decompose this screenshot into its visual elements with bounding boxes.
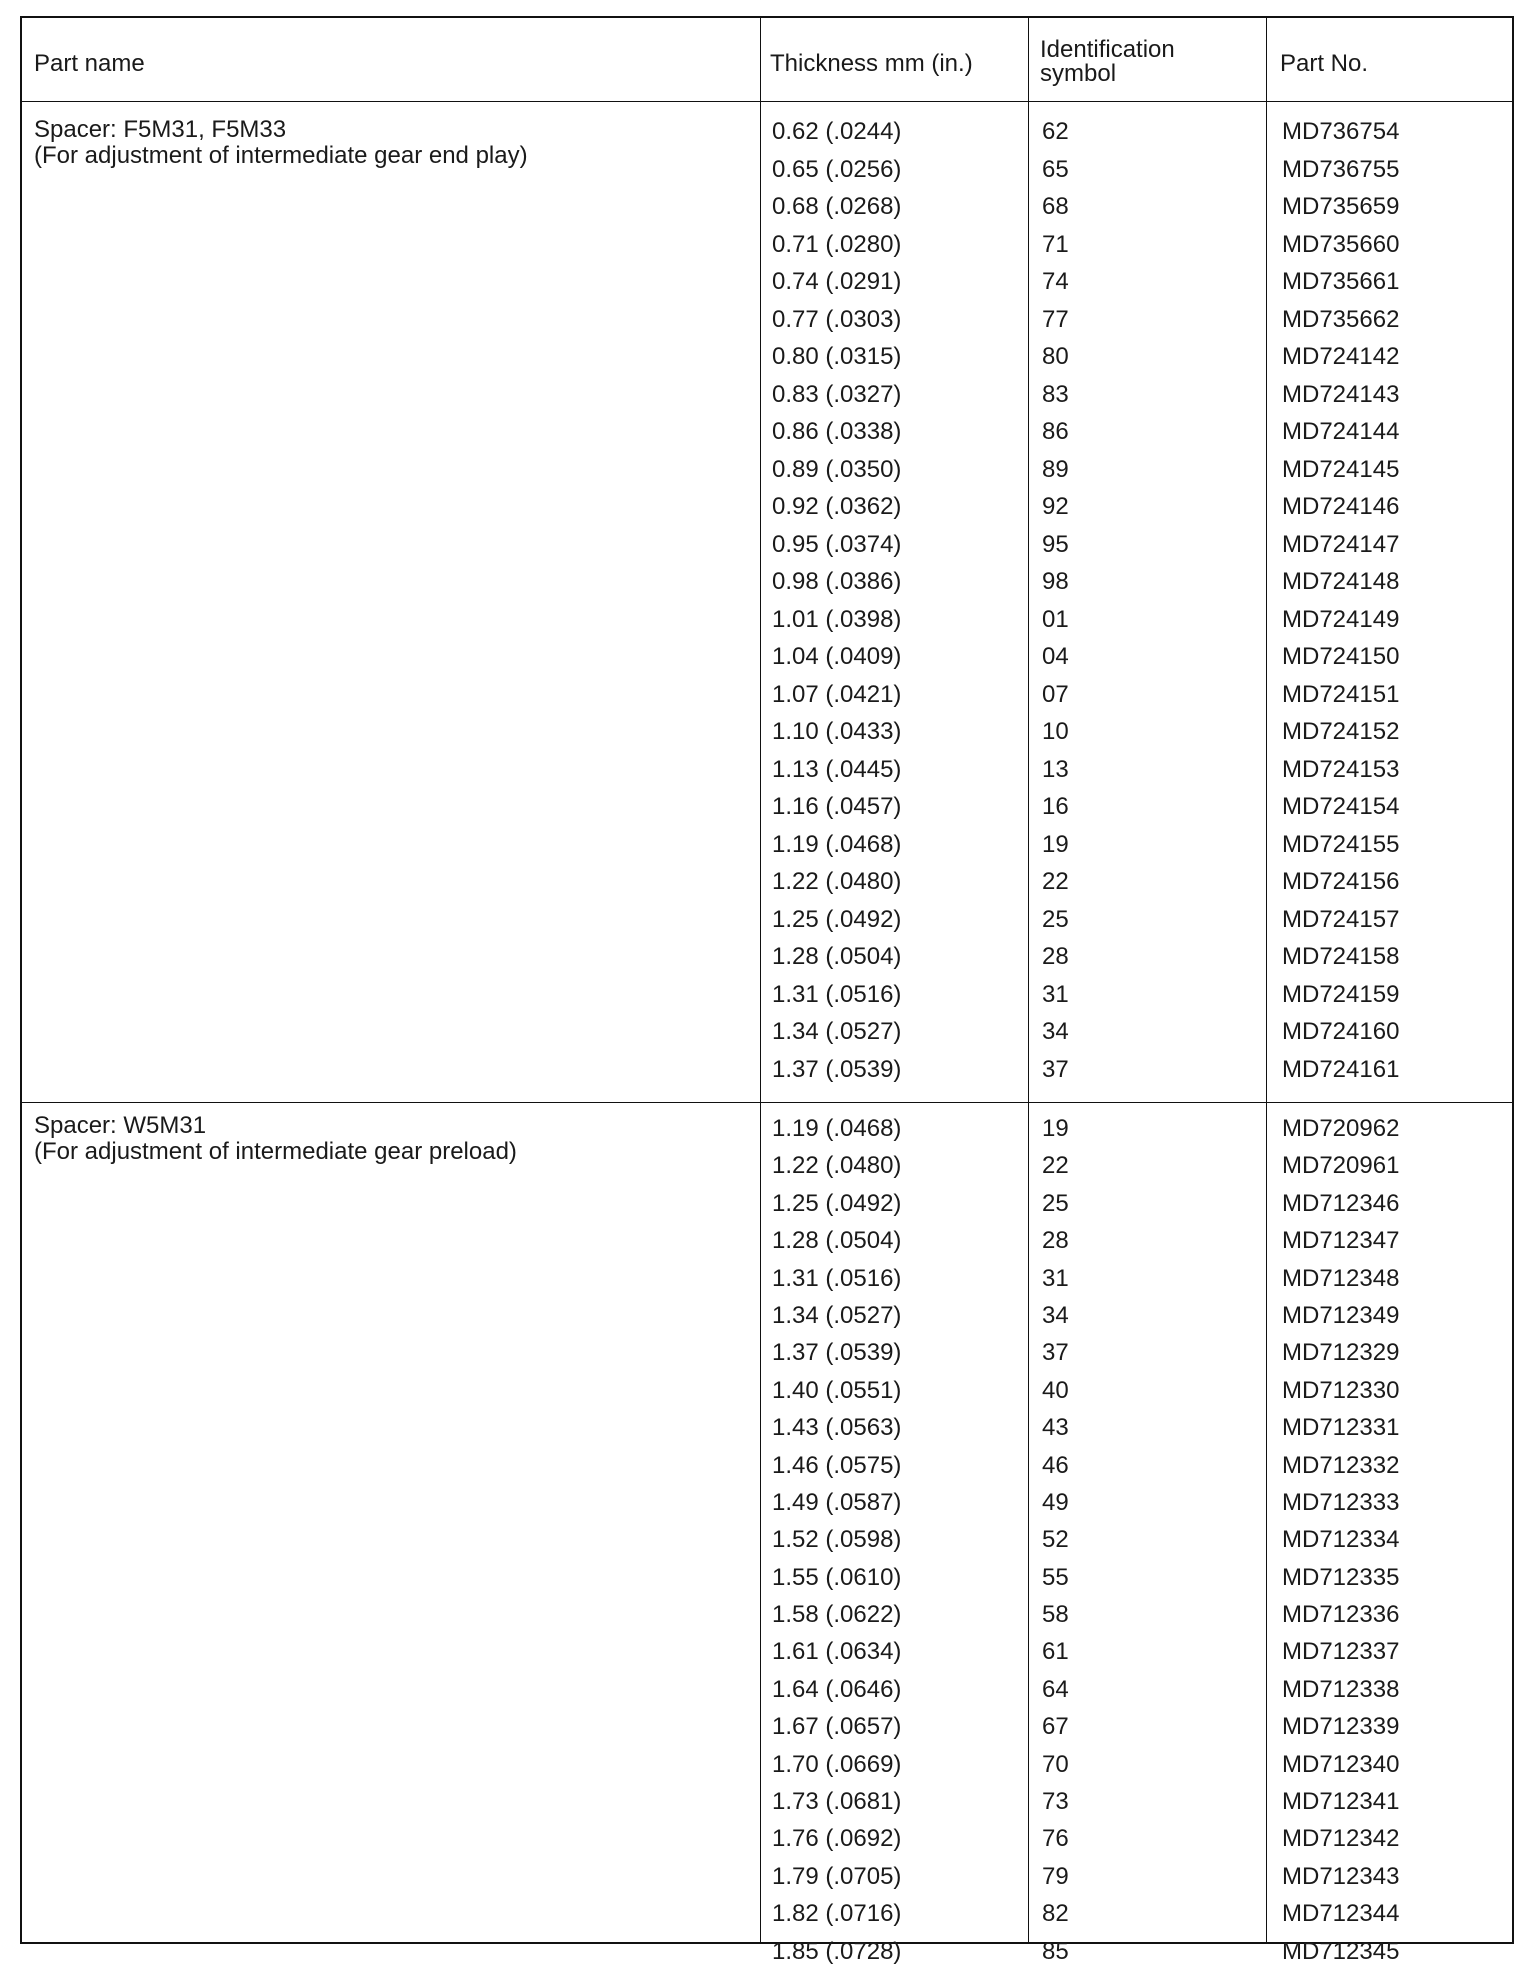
symbol-cell: 25 [1042, 905, 1069, 933]
thickness-cell: 1.16 (.0457) [772, 793, 902, 820]
thickness-cell: 0.92 (.0362) [772, 493, 902, 520]
part-no-cell: MD720962 [1282, 1115, 1400, 1142]
thickness-cell: 0.89 (.0350) [772, 455, 902, 483]
group-1-thickness-column [772, 113, 901, 1088]
part-no-cell: MD712336 [1282, 1601, 1400, 1629]
thickness-cell: 1.49 (.0587) [772, 1488, 902, 1516]
part-no-cell: MD736754 [1282, 118, 1400, 145]
thickness-cell: 0.74 (.0291) [772, 268, 902, 295]
thickness-cell: 1.82 (.0716) [772, 1900, 902, 1928]
symbol-cell: 31 [1042, 1264, 1069, 1292]
part-no-cell: MD724151 [1282, 680, 1400, 708]
part-no-cell: MD724145 [1282, 455, 1400, 483]
symbol-cell: 98 [1042, 568, 1069, 595]
group-name-line2: (For adjustment of intermediate gear preload) [34, 1138, 517, 1165]
thickness-cell: 0.65 (.0256) [772, 155, 902, 183]
thickness-cell: 1.37 (.0539) [772, 1055, 902, 1083]
symbol-cell: 64 [1042, 1675, 1069, 1703]
symbol-cell: 79 [1042, 1862, 1069, 1890]
thickness-cell: 1.22 (.0480) [772, 868, 902, 895]
symbol-cell: 77 [1042, 305, 1069, 333]
group-1-part-no-column [1282, 113, 1399, 1088]
symbol-cell: 28 [1042, 943, 1069, 970]
thickness-cell: 0.62 (.0244) [772, 118, 902, 145]
part-no-cell: MD724158 [1282, 943, 1400, 970]
part-no-cell: MD712339 [1282, 1713, 1400, 1741]
thickness-cell: 1.61 (.0634) [772, 1638, 902, 1666]
thickness-cell: 1.79 (.0705) [772, 1862, 902, 1890]
part-no-cell: MD712343 [1282, 1862, 1400, 1890]
thickness-cell: 1.55 (.0610) [772, 1563, 902, 1591]
symbol-cell: 95 [1042, 530, 1069, 558]
part-no-cell: MD724142 [1282, 343, 1400, 370]
part-no-cell: MD735659 [1282, 193, 1400, 220]
part-no-cell: MD735662 [1282, 305, 1400, 333]
part-no-cell: MD724157 [1282, 905, 1400, 933]
part-no-cell: MD712335 [1282, 1563, 1400, 1591]
thickness-cell: 1.64 (.0646) [772, 1675, 902, 1703]
column-divider [760, 18, 761, 1942]
symbol-cell: 10 [1042, 718, 1069, 745]
part-no-cell: MD712338 [1282, 1675, 1400, 1703]
part-no-cell: MD724161 [1282, 1055, 1400, 1083]
thickness-cell: 1.28 (.0504) [772, 943, 902, 970]
symbol-cell: 01 [1042, 605, 1069, 633]
part-no-cell: MD712340 [1282, 1750, 1400, 1778]
part-no-cell: MD712347 [1282, 1227, 1400, 1255]
symbol-cell: 83 [1042, 380, 1069, 408]
symbol-cell: 34 [1042, 1301, 1069, 1329]
part-no-cell: MD712332 [1282, 1451, 1400, 1479]
column-divider [1028, 18, 1029, 1942]
symbol-cell: 55 [1042, 1563, 1069, 1591]
symbol-cell: 25 [1042, 1189, 1069, 1217]
part-no-cell: MD724153 [1282, 755, 1400, 783]
symbol-cell: 13 [1042, 755, 1069, 783]
symbol-cell: 19 [1042, 830, 1069, 858]
part-no-cell: MD712348 [1282, 1264, 1400, 1292]
group-2-thickness-column [772, 1110, 901, 1970]
thickness-cell: 1.19 (.0468) [772, 1115, 902, 1142]
symbol-cell: 31 [1042, 980, 1069, 1008]
group-name-line1: Spacer: W5M31 [34, 1112, 207, 1139]
thickness-cell: 1.07 (.0421) [772, 680, 902, 708]
part-no-cell: MD724155 [1282, 830, 1400, 858]
part-no-cell: MD712344 [1282, 1900, 1400, 1928]
symbol-cell: 89 [1042, 455, 1069, 483]
thickness-cell: 1.19 (.0468) [772, 830, 902, 858]
part-no-cell: MD735661 [1282, 268, 1400, 295]
thickness-cell: 1.28 (.0504) [772, 1227, 902, 1255]
part-no-cell: MD712337 [1282, 1638, 1400, 1666]
thickness-cell: 1.52 (.0598) [772, 1526, 902, 1554]
thickness-cell: 1.70 (.0669) [772, 1750, 902, 1778]
symbol-cell: 80 [1042, 343, 1069, 370]
header-divider [22, 101, 1512, 102]
symbol-cell: 28 [1042, 1227, 1069, 1255]
symbol-cell: 76 [1042, 1825, 1069, 1853]
thickness-cell: 1.67 (.0657) [772, 1713, 902, 1741]
thickness-cell: 0.95 (.0374) [772, 530, 902, 558]
part-no-cell: MD712349 [1282, 1301, 1400, 1329]
symbol-cell: 61 [1042, 1638, 1069, 1666]
part-no-cell: MD712333 [1282, 1488, 1400, 1516]
thickness-cell: 0.71 (.0280) [772, 230, 902, 258]
part-no-cell: MD724160 [1282, 1018, 1400, 1045]
thickness-cell: 1.01 (.0398) [772, 605, 902, 633]
part-no-cell: MD724149 [1282, 605, 1400, 633]
symbol-cell: 67 [1042, 1713, 1069, 1741]
part-no-cell: MD724159 [1282, 980, 1400, 1008]
header-identification-line2: symbol [1040, 60, 1117, 87]
symbol-cell: 46 [1042, 1451, 1069, 1479]
symbol-cell: 52 [1042, 1526, 1069, 1554]
symbol-cell: 49 [1042, 1488, 1069, 1516]
part-no-cell: MD712345 [1282, 1937, 1400, 1965]
symbol-cell: 16 [1042, 793, 1069, 820]
part-no-cell: MD724150 [1282, 643, 1400, 670]
part-no-cell: MD735660 [1282, 230, 1400, 258]
part-no-cell: MD724152 [1282, 718, 1400, 745]
part-no-cell: MD724147 [1282, 530, 1400, 558]
thickness-cell: 0.68 (.0268) [772, 193, 902, 220]
symbol-cell: 19 [1042, 1115, 1069, 1142]
symbol-cell: 71 [1042, 230, 1069, 258]
symbol-cell: 62 [1042, 118, 1069, 145]
thickness-cell: 1.31 (.0516) [772, 1264, 902, 1292]
symbol-cell: 34 [1042, 1018, 1069, 1045]
part-no-cell: MD736755 [1282, 155, 1400, 183]
symbol-cell: 40 [1042, 1376, 1069, 1404]
header-identification-line1: Identification [1040, 36, 1175, 63]
part-no-cell: MD712329 [1282, 1339, 1400, 1367]
part-no-cell: MD724143 [1282, 380, 1400, 408]
header-part-no: Part No. [1280, 50, 1369, 77]
thickness-cell: 0.80 (.0315) [772, 343, 902, 370]
symbol-cell: 22 [1042, 1152, 1069, 1180]
group-1-symbol-column [1042, 113, 1069, 1088]
group-2-part-no-column [1282, 1110, 1399, 1970]
part-no-cell: MD712330 [1282, 1376, 1400, 1404]
thickness-cell: 1.04 (.0409) [772, 643, 902, 670]
part-no-cell: MD712341 [1282, 1788, 1400, 1816]
symbol-cell: 04 [1042, 643, 1069, 670]
symbol-cell: 86 [1042, 418, 1069, 445]
thickness-cell: 0.77 (.0303) [772, 305, 902, 333]
symbol-cell: 07 [1042, 680, 1069, 708]
part-no-cell: MD712346 [1282, 1189, 1400, 1217]
thickness-cell: 1.25 (.0492) [772, 1189, 902, 1217]
symbol-cell: 65 [1042, 155, 1069, 183]
symbol-cell: 68 [1042, 193, 1069, 220]
group-name-line2: (For adjustment of intermediate gear end play) [34, 142, 528, 169]
group-divider [22, 1102, 1512, 1103]
symbol-cell: 22 [1042, 868, 1069, 895]
symbol-cell: 70 [1042, 1750, 1069, 1778]
thickness-cell: 1.10 (.0433) [772, 718, 902, 745]
part-no-cell: MD724156 [1282, 868, 1400, 895]
thickness-cell: 1.85 (.0728) [772, 1937, 902, 1965]
group-2-symbol-column [1042, 1110, 1069, 1970]
header-part-name: Part name [34, 50, 145, 77]
thickness-cell: 1.40 (.0551) [772, 1376, 902, 1404]
thickness-cell: 1.46 (.0575) [772, 1451, 902, 1479]
part-no-cell: MD724146 [1282, 493, 1400, 520]
header-thickness: Thickness mm (in.) [770, 50, 973, 77]
thickness-cell: 1.25 (.0492) [772, 905, 902, 933]
symbol-cell: 37 [1042, 1339, 1069, 1367]
symbol-cell: 74 [1042, 268, 1069, 295]
group-name-line1: Spacer: F5M31, F5M33 [34, 116, 287, 143]
part-no-cell: MD712342 [1282, 1825, 1400, 1853]
thickness-cell: 1.31 (.0516) [772, 980, 902, 1008]
symbol-cell: 82 [1042, 1900, 1069, 1928]
thickness-cell: 1.22 (.0480) [772, 1152, 902, 1180]
thickness-cell: 0.83 (.0327) [772, 380, 902, 408]
thickness-cell: 0.86 (.0338) [772, 418, 902, 445]
thickness-cell: 0.98 (.0386) [772, 568, 902, 595]
column-divider [1266, 18, 1267, 1942]
symbol-cell: 58 [1042, 1601, 1069, 1629]
part-no-cell: MD712331 [1282, 1414, 1400, 1442]
symbol-cell: 92 [1042, 493, 1069, 520]
thickness-cell: 1.34 (.0527) [772, 1301, 902, 1329]
part-no-cell: MD720961 [1282, 1152, 1400, 1180]
part-no-cell: MD724154 [1282, 793, 1400, 820]
part-no-cell: MD712334 [1282, 1526, 1400, 1554]
thickness-cell: 1.73 (.0681) [772, 1788, 902, 1816]
symbol-cell: 37 [1042, 1055, 1069, 1083]
thickness-cell: 1.13 (.0445) [772, 755, 902, 783]
symbol-cell: 43 [1042, 1414, 1069, 1442]
part-no-cell: MD724148 [1282, 568, 1400, 595]
thickness-cell: 1.37 (.0539) [772, 1339, 902, 1367]
symbol-cell: 73 [1042, 1788, 1069, 1816]
part-no-cell: MD724144 [1282, 418, 1400, 445]
symbol-cell: 85 [1042, 1937, 1069, 1965]
spacer-parts-table [20, 16, 1514, 1965]
thickness-cell: 1.43 (.0563) [772, 1414, 902, 1442]
thickness-cell: 1.76 (.0692) [772, 1825, 902, 1853]
thickness-cell: 1.34 (.0527) [772, 1018, 902, 1045]
thickness-cell: 1.58 (.0622) [772, 1601, 902, 1629]
